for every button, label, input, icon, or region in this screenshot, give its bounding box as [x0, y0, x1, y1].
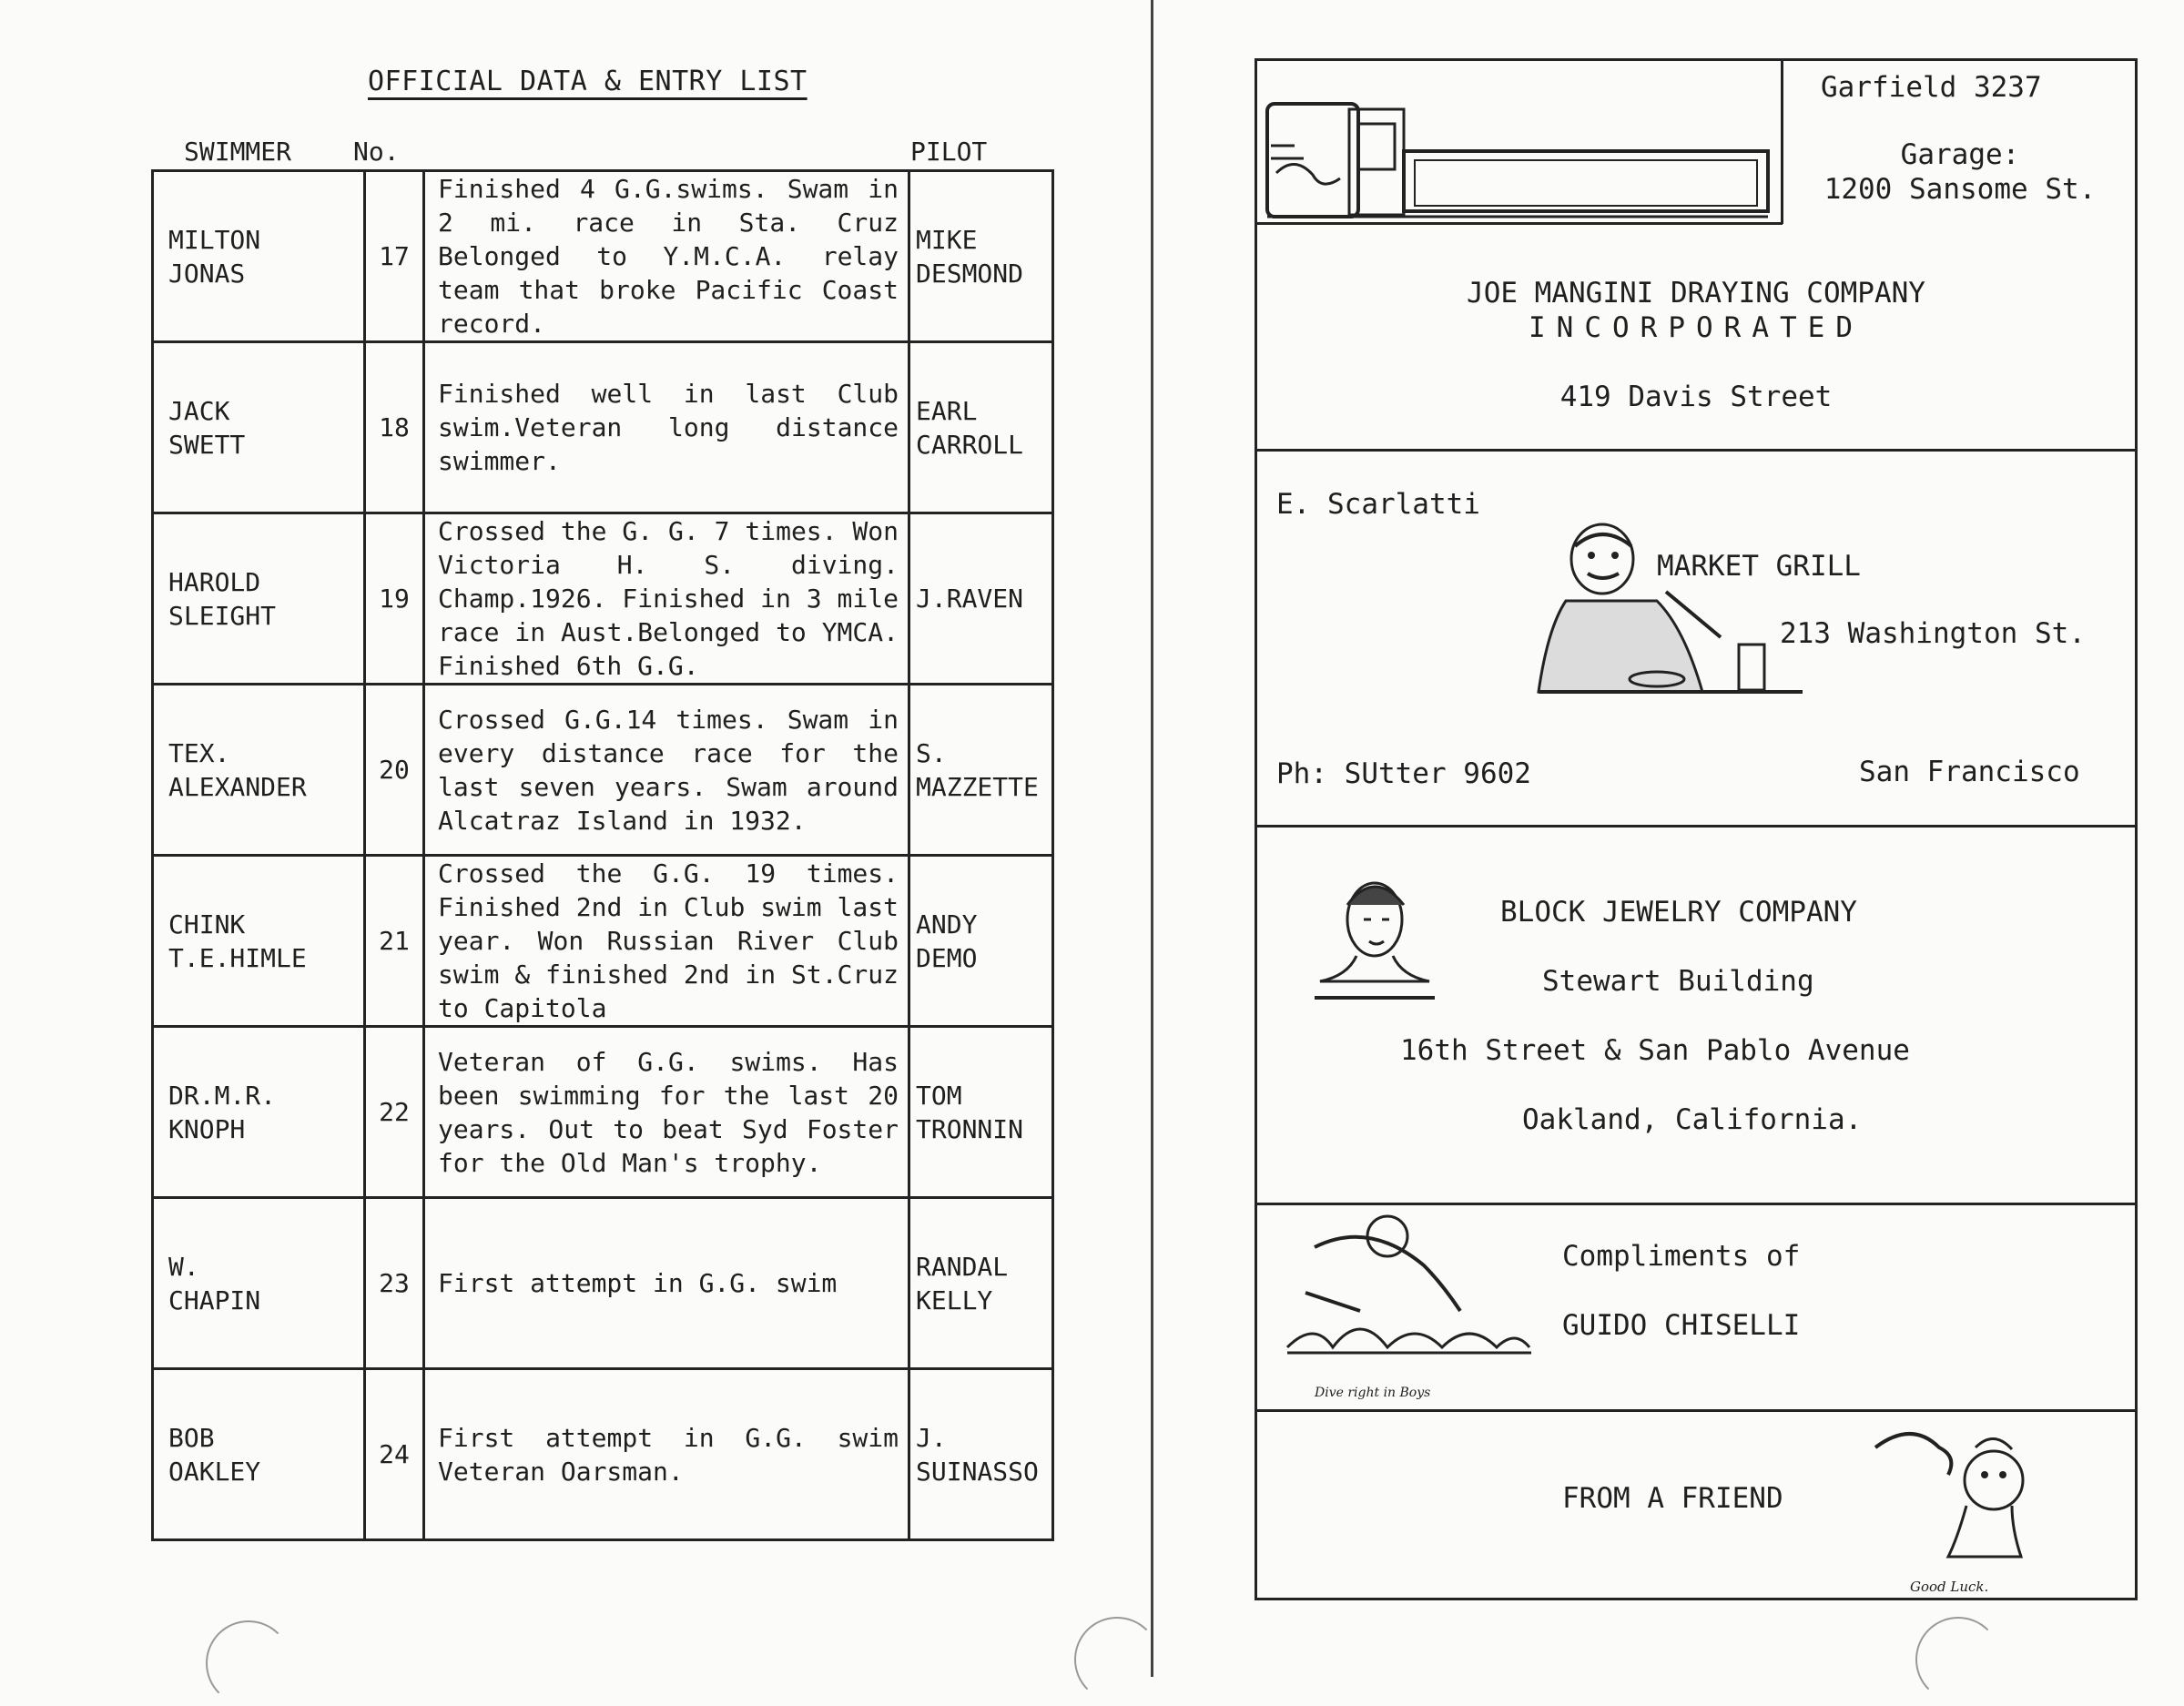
entry-table [151, 169, 1054, 1541]
swimmer-number: 17 [379, 241, 410, 271]
swimmer-notes-cell [424, 856, 909, 1027]
ad-divider-1 [1255, 449, 2138, 452]
swimmer-notes: Crossed the G. G. 7 times. Won Victoria H. S. diving. Champ.1926. Finished in 3 mile race in Aust.Belonged to YMCA. Finished 6th G.G. [438, 516, 899, 681]
entry-row [153, 513, 1053, 685]
ad2-city: San Francisco [1859, 756, 2080, 788]
swimmer-number: 20 [379, 755, 410, 785]
ad1-phone-box-border [1781, 58, 1783, 224]
swimmer-notes: Finished well in last Club swim.Veteran long distance swimmer. [438, 379, 899, 476]
ad1-garage-label: Garage: [1900, 138, 2020, 171]
swimmer-name-cell [153, 1027, 365, 1198]
ad1-incorporated: INCORPORATED [1529, 311, 1864, 344]
ad3-building: Stewart Building [1542, 965, 1814, 998]
swimmer-notes: First attempt in G.G. swim Veteran Oarsman. [438, 1422, 899, 1487]
swimmer-number: 24 [379, 1439, 410, 1469]
swimmer-name-cell [153, 171, 365, 342]
swimmer-name: CHINK T.E.HIMLE [168, 909, 307, 973]
swimmer-notes: Veteran of G.G. swims. Has been swimming for the last 20 years. Out to beat Syd Foster for the Old Man's trophy. [438, 1046, 899, 1178]
pilot-name: RANDAL KELLY [916, 1251, 1009, 1315]
ad3-street: 16th Street & San Pablo Avenue [1400, 1034, 1910, 1067]
pilot-name-cell [909, 342, 1053, 513]
swimmer-notes-cell [424, 342, 909, 513]
pilot-name-cell [909, 171, 1053, 342]
swimmer-number-cell [365, 856, 424, 1027]
pilot-name: EARL CARROLL [916, 395, 1024, 460]
swimmer-number-cell [365, 1198, 424, 1369]
column-header-pilot: PILOT [910, 137, 988, 167]
ad4-line1: Compliments of [1562, 1240, 1801, 1273]
entry-list-heading: OFFICIAL DATA & ENTRY LIST [368, 66, 808, 97]
pilot-name-cell [909, 856, 1053, 1027]
pilot-name: MIKE DESMOND [916, 224, 1024, 289]
entry-row [153, 1369, 1053, 1540]
pilot-name: J.RAVEN [916, 584, 1024, 614]
swimmer-number-cell [365, 171, 424, 342]
swimmer-number-cell [365, 513, 424, 685]
column-header-swimmer: SWIMMER [184, 137, 292, 167]
pilot-name: S. MAZZETTE [916, 737, 1039, 802]
ad-divider-3 [1255, 1203, 2138, 1205]
pilot-name: TOM TRONNIN [916, 1080, 1024, 1144]
swimmer-name: BOB OAKLEY [168, 1422, 261, 1487]
swimmer-name-cell [153, 513, 365, 685]
pilot-name-cell [909, 1198, 1053, 1369]
ad3-company: BLOCK JEWELRY COMPANY [1500, 896, 1857, 929]
pilot-name-cell [909, 685, 1053, 856]
swimmer-notes: First attempt in G.G. swim [438, 1268, 838, 1298]
swimmer-number-cell [365, 342, 424, 513]
ad1-company: JOE MANGINI DRAYING COMPANY [1467, 277, 1925, 310]
swimmer-name-cell [153, 685, 365, 856]
swimmer-notes: Finished 4 G.G.swims. Swam in 2 mi. race in Sta. Cruz Belonged to Y.M.C.A. relay team that broke Pacific Coast record. [438, 174, 899, 339]
swimmer-name: MILTON JONAS [168, 224, 261, 289]
binder-hole-center [1074, 1617, 1160, 1702]
swimmer-number-cell [365, 1369, 424, 1540]
entry-row [153, 1198, 1053, 1369]
swimmer-number-cell [365, 1027, 424, 1198]
swimmer-number-cell [365, 685, 424, 856]
entry-row [153, 342, 1053, 513]
ad2-address: 213 Washington St. [1780, 617, 2086, 650]
swimmer-name: TEX. ALEXANDER [168, 737, 307, 802]
swimmer-number: 18 [379, 412, 410, 442]
swimmer-name-cell [153, 856, 365, 1027]
chef-illustration [1529, 519, 1803, 697]
ad1-address: 419 Davis Street [1559, 381, 1833, 413]
swimmer-number: 23 [379, 1268, 410, 1298]
swimmer-notes: Crossed the G.G. 19 times. Finished 2nd in Club swim last year. Won Russian River Club swim & finished 2nd in St.Cruz to Capitola [438, 858, 899, 1023]
swimmer-notes-cell [424, 1198, 909, 1369]
lady-illustration [1311, 868, 1438, 1005]
page-divider [1151, 0, 1153, 1677]
swimmer-notes-cell [424, 171, 909, 342]
swimmer-number: 22 [379, 1097, 410, 1127]
swimmer-name: JACK SWETT [168, 395, 246, 460]
pilot-name: ANDY DEMO [916, 909, 978, 973]
ad5-text: FROM A FRIEND [1562, 1482, 1783, 1515]
swimmer-name: W. CHAPIN [168, 1251, 261, 1315]
swimmer-name-cell [153, 1369, 365, 1540]
pilot-name-cell [909, 513, 1053, 685]
ad1-garage-address: 1200 Sansome St. [1823, 173, 2097, 206]
entry-row [153, 685, 1053, 856]
entry-row [153, 171, 1053, 342]
swimmer-notes-cell [424, 685, 909, 856]
entry-row [153, 1027, 1053, 1198]
ad2-phone: Ph: SUtter 9602 [1276, 757, 1531, 790]
swimmer-notes: Crossed G.G.14 times. Swam in every distance race for the last seven years. Swam around Alcatraz Island in 1932. [438, 704, 899, 836]
swimmer-name: HAROLD SLEIGHT [168, 566, 277, 631]
pilot-name: J. SUINASSO [916, 1422, 1039, 1487]
swimmer-number: 19 [379, 584, 410, 614]
swimmer-name: DR.M.R. KNOPH [168, 1080, 277, 1144]
ad4-caption: Dive right in Boys [1315, 1386, 1431, 1400]
diver-illustration [1278, 1211, 1542, 1380]
swimmer-notes-cell [424, 1027, 909, 1198]
ad4-line2: GUIDO CHISELLI [1562, 1309, 1801, 1342]
entry-row [153, 856, 1053, 1027]
ad3-city: Oakland, California. [1522, 1103, 1863, 1136]
ad-divider-2 [1255, 825, 2138, 828]
column-header-number: No. [353, 137, 400, 167]
pilot-name-cell [909, 1369, 1053, 1540]
binder-hole-left [206, 1620, 291, 1706]
ad1-phone: Garfield 3237 [1821, 71, 2042, 104]
ad2-owner: E. Scarlatti [1276, 488, 1480, 521]
ad-divider-4 [1255, 1409, 2138, 1412]
swimmer-notes-cell [424, 513, 909, 685]
swimmer-notes-cell [424, 1369, 909, 1540]
binder-hole-right [1915, 1617, 2001, 1702]
good-luck-illustration [1857, 1420, 2039, 1566]
swimmer-name-cell [153, 342, 365, 513]
swimmer-number: 21 [379, 926, 410, 956]
ad2-name: MARKET GRILL [1657, 550, 1861, 583]
ad5-caption: Good Luck. [1910, 1579, 1989, 1595]
pilot-name-cell [909, 1027, 1053, 1198]
swimmer-name-cell [153, 1198, 365, 1369]
truck-illustration [1258, 91, 1779, 224]
